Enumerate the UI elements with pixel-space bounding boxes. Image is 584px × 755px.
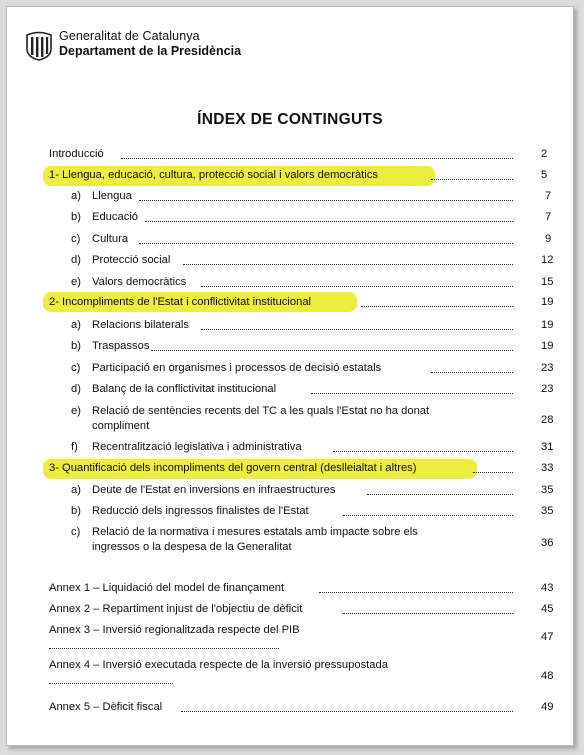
toc-label: Educació [92, 211, 139, 223]
toc-marker: d) [71, 254, 81, 266]
toc-leader [361, 306, 513, 307]
toc-label: Recentralització legislativa i administrativa [92, 441, 302, 453]
toc-marker: a) [71, 190, 81, 202]
toc-label: 3- Quantificació dels incompliments del govern central (deslleialtat i altres) [49, 462, 417, 474]
toc-page: 36 [541, 537, 554, 549]
toc-marker: c) [71, 233, 81, 245]
toc-marker: e) [71, 276, 81, 288]
toc-marker: a) [71, 319, 81, 331]
toc-leader [145, 221, 513, 222]
toc-label: 2- Incompliments de l'Estat i conflictivitat institucional [49, 296, 312, 308]
toc-page: 19 [541, 340, 554, 352]
toc-page: 47 [541, 631, 554, 643]
toc-label: Valors democràtics [92, 276, 187, 288]
toc-section-2[interactable] [49, 296, 559, 310]
toc-entry-3a[interactable] [71, 484, 559, 498]
toc-label: Relació de sentències recents del TC a les quals l'Estat no ha donat [92, 405, 430, 417]
toc-label: Balanç de la conflictivitat institucional [92, 383, 277, 395]
toc-entry-intro[interactable] [49, 148, 559, 162]
toc-page: 28 [541, 414, 554, 426]
toc-leader [201, 286, 513, 287]
toc-leader [201, 329, 513, 330]
toc-entry-1d[interactable] [71, 254, 559, 268]
toc-label: Relacions bilaterals [92, 319, 190, 331]
toc-label: Annex 1 – Liquidació del model de finançament [49, 582, 285, 594]
toc-leader [473, 472, 513, 473]
toc-entry-1c[interactable] [71, 233, 559, 247]
toc-entry-1a[interactable] [71, 190, 559, 204]
toc-label: Annex 2 – Repartiment injust de l'objectiu de dèficit [49, 603, 303, 615]
toc-page: 49 [541, 701, 554, 713]
toc-leader [367, 494, 513, 495]
toc-entry-2e[interactable] [71, 405, 559, 433]
toc-page: 31 [541, 441, 554, 453]
toc-leader [183, 264, 513, 265]
toc-label: Protecció social [92, 254, 171, 266]
toc-page: 2 [541, 148, 548, 160]
toc-page: 19 [541, 319, 554, 331]
toc-page: 23 [541, 383, 554, 395]
toc-leader [319, 592, 513, 593]
toc-page: 15 [541, 276, 554, 288]
toc-leader [49, 683, 173, 684]
toc-leader [151, 350, 513, 351]
toc-entry-3c[interactable] [71, 526, 559, 554]
toc-entry-1b[interactable] [71, 211, 559, 225]
toc-marker: e) [71, 405, 81, 417]
toc-leader [181, 711, 513, 712]
toc-page: 48 [541, 670, 554, 682]
toc-page: 33 [541, 462, 554, 474]
toc-label: Relació de la normativa i mesures estatals amb impacte sobre els [92, 526, 418, 538]
toc-annex-4[interactable] [49, 659, 559, 687]
toc-entry-2a[interactable] [71, 319, 559, 333]
toc-page: 23 [541, 362, 554, 374]
toc-marker: a) [71, 484, 81, 496]
toc-leader [139, 200, 513, 201]
toc-annex-2[interactable] [49, 603, 559, 617]
toc-label: Annex 5 – Dèficit fiscal [49, 701, 163, 713]
toc-page: 19 [541, 296, 554, 308]
toc-leader [121, 158, 513, 159]
toc-label: Participació en organismes i processos de decisió estatals [92, 362, 382, 374]
toc-entry-3b[interactable] [71, 505, 559, 519]
toc-page: 5 [541, 169, 548, 181]
toc-entry-2f[interactable] [71, 441, 559, 455]
toc-entry-2b[interactable] [71, 340, 559, 354]
toc-page: 35 [541, 505, 554, 517]
toc-label-continued: ingressos o la despesa de la Generalitat [92, 541, 292, 553]
toc-annex-3[interactable] [49, 624, 559, 652]
toc-annex-1[interactable] [49, 582, 559, 596]
toc-entry-2d[interactable] [71, 383, 559, 397]
department-name: Departament de la Presidència [59, 44, 242, 58]
toc-page: 7 [545, 190, 552, 202]
toc-entry-1e[interactable] [71, 276, 559, 290]
toc-label: Annex 4 – Inversió executada respecte de la inversió pressupostada [49, 659, 388, 671]
toc-marker: b) [71, 340, 81, 352]
toc-page: 9 [545, 233, 552, 245]
toc-label: Cultura [92, 233, 129, 245]
toc-leader [431, 372, 513, 373]
toc-leader [343, 515, 513, 516]
toc-page: 12 [541, 254, 554, 266]
toc-label: 1- Llengua, educació, cultura, protecció social i valors democràtics [49, 169, 378, 181]
toc-label: Annex 3 – Inversió regionalitzada respecte del PIB [49, 624, 300, 636]
toc-label: Deute de l'Estat en inversions en infraestructures [92, 484, 336, 496]
toc-leader [49, 648, 279, 649]
document-page [6, 6, 574, 746]
toc-marker: b) [71, 505, 81, 517]
toc-label: Llengua [92, 190, 132, 202]
toc-marker: b) [71, 211, 81, 223]
toc-label: Traspassos [92, 340, 150, 352]
toc-leader [343, 613, 513, 614]
org-name: Generalitat de Catalunya [59, 29, 200, 43]
toc-marker: f) [71, 441, 78, 453]
toc-label: Reducció dels ingressos finalistes de l'Estat [92, 505, 309, 517]
toc-annex-5[interactable] [49, 701, 559, 715]
toc-page: 43 [541, 582, 554, 594]
toc-leader [333, 451, 513, 452]
toc-leader [431, 179, 513, 180]
toc-leader [139, 243, 513, 244]
page-title: ÍNDEX DE CONTINGUTS [197, 111, 383, 128]
toc-page: 35 [541, 484, 554, 496]
toc-entry-2c[interactable] [71, 362, 559, 376]
toc-marker: c) [71, 526, 81, 538]
toc-label-continued: compliment [92, 420, 150, 432]
generalitat-logo-icon [25, 31, 53, 61]
toc-section-1[interactable] [49, 169, 559, 183]
toc-page: 45 [541, 603, 554, 615]
toc-label: Introducció [49, 148, 104, 160]
toc-marker: d) [71, 383, 81, 395]
toc-section-3[interactable] [49, 462, 559, 476]
toc-leader [311, 393, 513, 394]
toc-marker: c) [71, 362, 81, 374]
toc-page: 7 [545, 211, 552, 223]
